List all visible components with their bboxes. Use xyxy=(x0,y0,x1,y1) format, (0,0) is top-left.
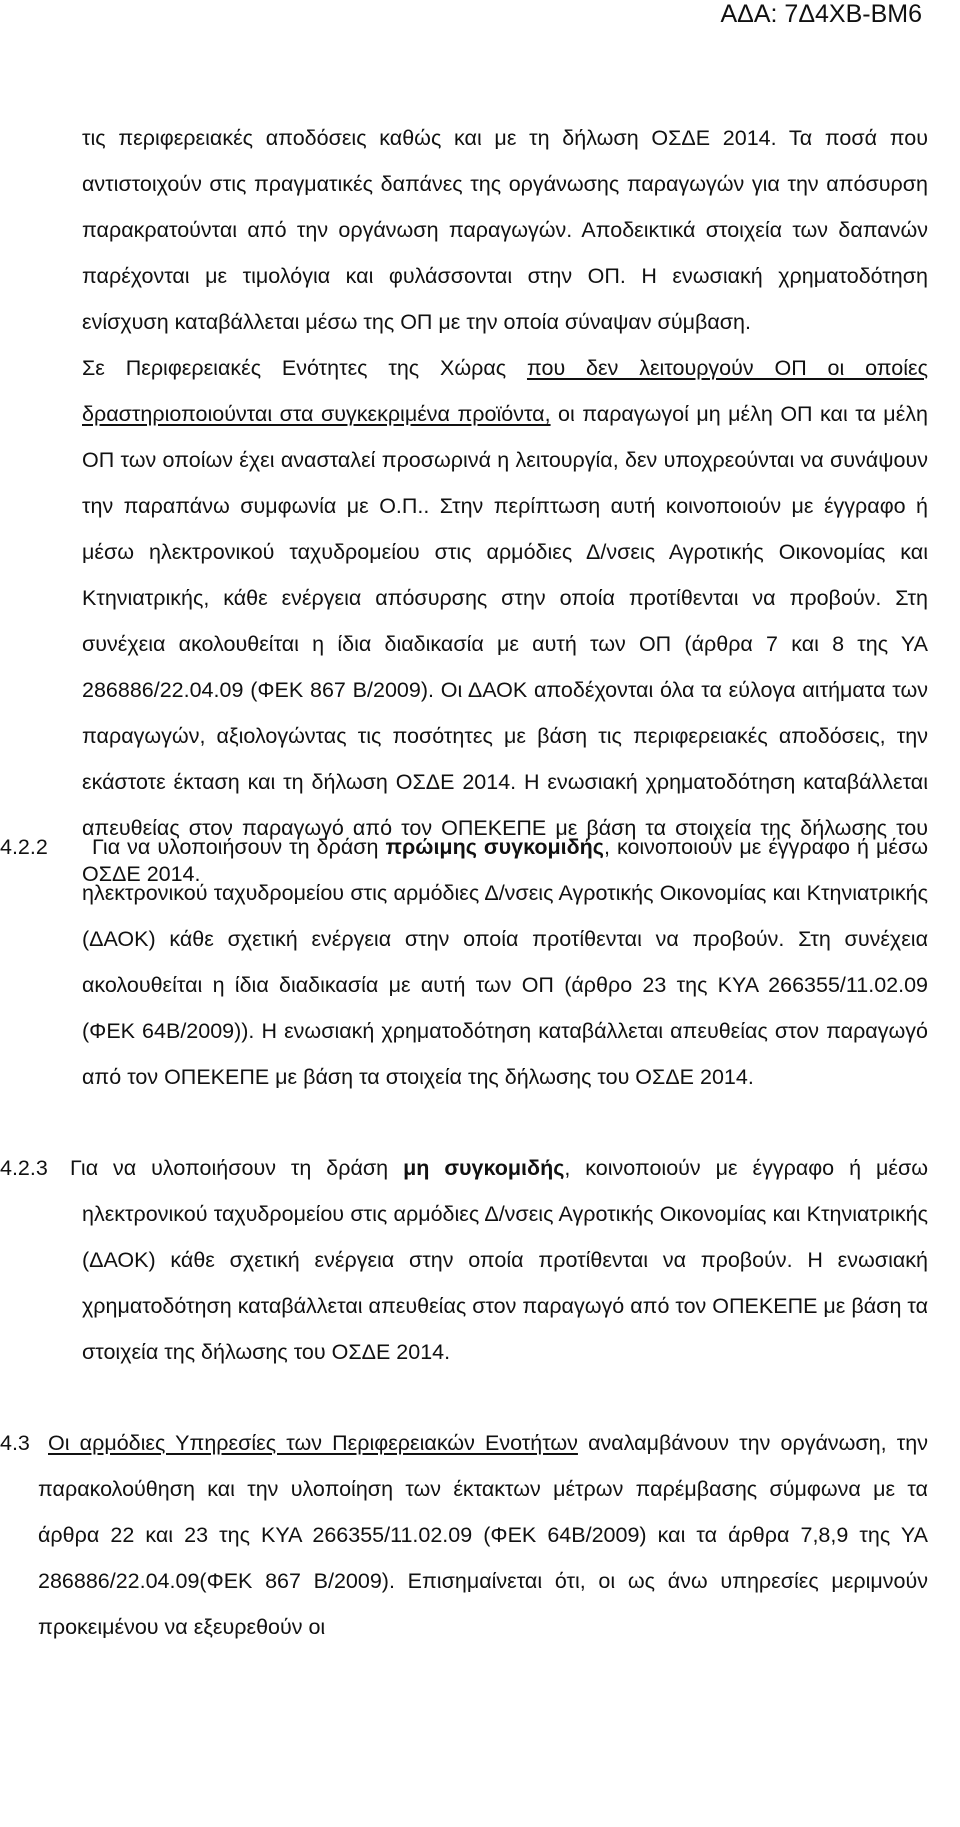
paragraph-regional-post: οι παραγωγοί μη μέλη ΟΠ και τα μέλη ΟΠ των οποίων έχει ανασταλεί προσωρινά η λειτουργία, δεν υποχρεούνται να συνάψουν την παραπάνω συμφωνία με Ο.Π.. Στην περίπτωση αυτή κοινοποιούν με έγγραφο ή μέσω ηλεκτρονικού ταχυδρομείου στις αρμόδιες Δ/νσεις Αγροτικής Οικονομίας και Κτηνιατρικής, κάθε ενέργεια απόσυρσης στην οποία προτίθενται να προβούν. Στη συνέχεια ακολουθείται η ίδια διαδικασία με αυτή των ΟΠ (άρθρα 7 και 8 της ΥΑ 286886/22.04.09 (ΦΕΚ 867 Β/2009). Οι ΔΑΟΚ αποδέχονται όλα τα εύλογα αιτήματα των παραγωγών, αξιολογώντας τις ποσότητες με βάση τις περιφερειακές αποδόσεις, την εκάστοτε έκταση και τη δήλωση ΟΣΔΕ 2014. Η ενωσιακή χρηματοδότηση καταβάλλεται απευθείας στον παραγωγό από τον ΟΠΕΚΕΠΕ με βάση τα στοιχεία της δήλωσης του ΟΣΔΕ 2014. xyxy=(82,402,928,886)
section-4-3 xyxy=(0,1420,928,1650)
section-number-4-2-2: 4.2.2 xyxy=(0,835,48,859)
section-4-3-post: αναλαμβάνουν την οργάνωση, την παρακολούθηση και την υλοποίηση των έκτακτων μέτρων παρέμβασης σύμφωνα με τα άρθρα 22 και 23 της ΚΥΑ 266355/11.02.09 (ΦΕΚ 64Β/2009) και τα άρθρα 7,8,9 της ΥΑ 286886/22.04.09(ΦΕΚ 867 Β/2009). Επισημαίνεται ότι, οι ως άνω υπηρεσίες μεριμνούν προκειμένου να εξευρεθούν οι xyxy=(38,1431,928,1639)
paragraph-regional-pre: Σε Περιφερειακές Ενότητες της Χώρας xyxy=(82,356,527,380)
section-4-2-3 xyxy=(0,1145,928,1375)
section-4-2-2-pre: Για να υλοποιήσουν τη δράση xyxy=(92,835,386,859)
paragraph-intro-text: τις περιφερειακές αποδόσεις καθώς και με τη δήλωση ΟΣΔΕ 2014. Τα ποσά που αντιστοιχούν στις πραγματικές δαπάνες της οργάνωσης παραγωγών για την απόσυρση παρακρατούνται από την οργάνωση παραγωγών. Αποδεικτικά στοιχεία των δαπανών παρέχονται με τιμολόγια και φυλάσσονται στην ΟΠ. Η ενωσιακή χρηματοδότηση ενίσχυση καταβάλλεται μέσω της ΟΠ με την οποία σύναψαν σύμβαση. xyxy=(82,126,928,334)
section-number-4-2-3: 4.2.3 xyxy=(0,1156,48,1180)
section-4-2-3-post: , κοινοποιούν με έγγραφο ή μέσω ηλεκτρονικού ταχυδρομείου στις αρμόδιες Δ/νσεις Αγροτικής Οικονομίας και Κτηνιατρικής (ΔΑΟΚ) κάθε σχετική ενέργεια στην οποία προτίθενται να προβούν. Η ενωσιακή χρηματοδότηση καταβάλλεται απευθείας στον παραγωγό από τον ΟΠΕΚΕΠΕ με βάση τα στοιχεία της δήλωσης του ΟΣΔΕ 2014. xyxy=(82,1156,929,1364)
underlined-phrase-no-op: που δεν λειτουργούν ΟΠ οι οποίες δραστηριοποιούνται στα συγκεκριμένα προϊόντα, xyxy=(82,356,928,426)
section-number-4-3: 4.3 xyxy=(0,1431,30,1455)
bold-term-non-harvest: μη συγκομιδής xyxy=(403,1156,565,1180)
paragraph-regional-units xyxy=(82,345,928,897)
bold-term-early-harvest: πρώιμης συγκομιδής xyxy=(385,835,604,859)
section-4-2-3-pre: Για να υλοποιήσουν τη δράση xyxy=(70,1156,404,1180)
section-4-2-2 xyxy=(0,824,928,1100)
paragraph-intro xyxy=(82,115,928,345)
document-reference-code: ΑΔΑ: 7Δ4ΧΒ-ΒΜ6 xyxy=(720,0,922,28)
section-4-2-2-post: , κοινοποιούν με έγγραφο ή μέσω ηλεκτρονικού ταχυδρομείου στις αρμόδιες Δ/νσεις Αγροτικής Οικονομίας και Κτηνιατρικής (ΔΑΟΚ) κάθε σχετική ενέργεια στην οποία προτίθενται να προβούν. Στη συνέχεια ακολουθείται η ίδια διαδικασία με αυτή των ΟΠ (άρθρο 23 της ΚΥΑ 266355/11.02.09 (ΦΕΚ 64Β/2009)). Η ενωσιακή χρηματοδότηση καταβάλλεται απευθείας στον παραγωγό από τον ΟΠΕΚΕΠΕ με βάση τα στοιχεία της δήλωσης του ΟΣΔΕ 2014. xyxy=(82,835,928,1089)
underlined-phrase-regional-services: Οι αρμόδιες Υπηρεσίες των Περιφερειακών Ενοτήτων xyxy=(48,1431,578,1455)
